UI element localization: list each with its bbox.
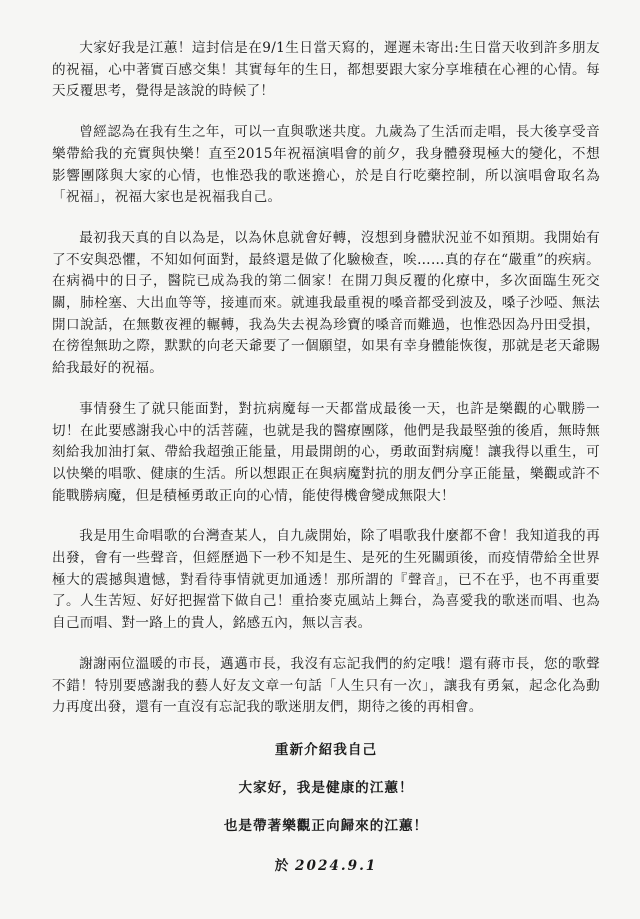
paragraph-6: 謝謝兩位溫暖的市長，邁邁市長，我沒有忘記我們的約定哦！還有蔣市長，您的歌聲不錯！特別要感謝我的藝人好友文章一句話「人生只有一次」，讓我有勇氣，起念化為動力再度出發，還有一直沒有忘記我的歌迷朋友們，期待之後的再相會。 bbox=[52, 655, 600, 716]
paragraph-4: 事情發生了就只能面對，對抗病魔每一天都當成最後一天，也許是樂觀的心戰勝一切！在此要感謝我心中的活菩薩，也就是我的醫療團隊，他們是我最堅強的後盾，無時無刻給我加油打氣、帶給我超強正能量，用最開朗的心，勇敢面對病魔！讓我得以重生，可以快樂的唱歌、健康的生活。所以想跟正在與病魔對抗的朋友們分享正能量，樂觀或許不能戰勝病魔，但是積極勇敢正向的心情，能使得機會變成無限大！ bbox=[52, 400, 600, 504]
paragraph-5: 我是用生命唱歌的台灣查某人，自九歲開始，除了唱歌我什麼都不會！我知道我的再出發，會有一些聲音，但經歷過下一秒不知是生、是死的生死關頭後，而疫情帶給全世界極大的震撼與遺憾，對看待事情就更加通透！那所謂的『聲音』，已不在乎，也不再重要了。人生苦短、好好把握當下做自己！重拾麥克風站上舞台，為喜愛我的歌迷而唱、也為自己而唱、對一路上的貴人，銘感五內，無以言表。 bbox=[52, 528, 600, 632]
closing-line-1: 重新介紹我自己 bbox=[274, 741, 378, 758]
paragraph-3: 最初我天真的自以為是，以為休息就會好轉，沒想到身體狀況並不如預期。我開始有了不安與恐懼，不知如何面對，最終還是做了化驗檢查，唉……真的存在“嚴重”的疾病。在病禍中的日子，醫院已成為我的第二個家！在開刀與反覆的化療中，多次面臨生死交關，肺栓塞、大出血等等，接連而來。就連我最重視的嗓音都受到波及，嗓子沙啞、無法開口說話，在無數夜裡的輾轉，我為失去視為珍寶的嗓音而難過，也惟恐因為丹田受損，在徬徨無助之際，默默的向老天爺要了一個願望，如果有幸身體能恢復，那就是老天爺賜給我最好的祝福。 bbox=[52, 229, 600, 377]
date-value: 2024.9.1 bbox=[295, 857, 378, 874]
closing-line-3: 也是帶著樂觀正向歸來的江蕙！ bbox=[223, 817, 429, 834]
paragraph-2: 曾經認為在我有生之年，可以一直與歌迷共度。九歲為了生活而走唱，長大後享受音樂帶給我的充實與快樂！直至2015年祝福演唱會的前夕，我身體發現極大的變化，不想影響團隊與大家的心情，也惟恐我的歌迷擔心，於是自行吃藥控制，所以演唱會取名為「祝福」，祝福大家也是祝福我自己。 bbox=[52, 124, 600, 206]
closing-line-2: 大家好，我是健康的江蕙！ bbox=[238, 779, 414, 796]
paragraph-1: 大家好我是江蕙！這封信是在9/1生日當天寫的，遲遲未寄出:生日當天收到許多朋友的祝福，心中著實百感交集！其實每年的生日，都想要跟大家分享堆積在心裡的心情。每天反覆思考，覺得是該說的時候了！ bbox=[52, 40, 600, 100]
date-prefix: 於 bbox=[274, 857, 290, 874]
signature-date bbox=[52, 854, 600, 874]
